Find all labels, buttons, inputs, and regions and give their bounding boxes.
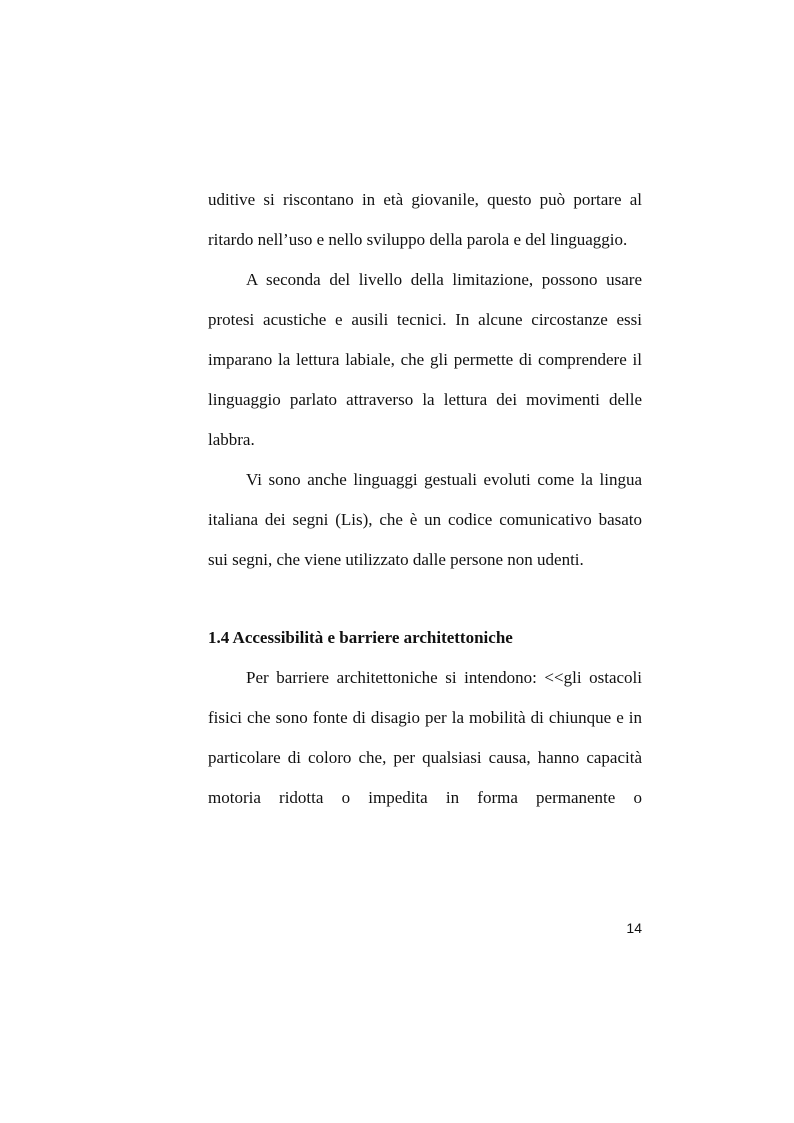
section-heading: 1.4 Accessibilità e barriere architettoniche — [208, 628, 513, 647]
paragraph-continuation: uditive si riscontano in età giovanile, questo può portare al ritardo nell’uso e nello sviluppo della parola e del linguaggio. — [208, 190, 642, 249]
paragraph-barriers-definition: Per barriere architettoniche si intendono: <<gli ostacoli fisici che sono fonte di disagio per la mobilità di chiunque e in particolare di coloro che, per qualsiasi causa, hanno capacità motoria ridotta o impedita in forma permanente o — [208, 668, 642, 807]
page-number: 14 — [626, 920, 642, 936]
body-text-top — [208, 180, 642, 580]
paragraph-sign-language: Vi sono anche linguaggi gestuali evoluti come la lingua italiana dei segni (Lis), che è un codice comunicativo basato sui segni, che viene utilizzato dalle persone non udenti. — [208, 470, 642, 569]
paragraph-hearing-aids: A seconda del livello della limitazione, possono usare protesi acustiche e ausili tecnici. In alcune circostanze essi imparano la lettura labiale, che gli permette di comprendere il linguaggio parlato attraverso la lettura dei movimenti delle labbra. — [208, 270, 642, 449]
body-text-section — [208, 658, 642, 818]
